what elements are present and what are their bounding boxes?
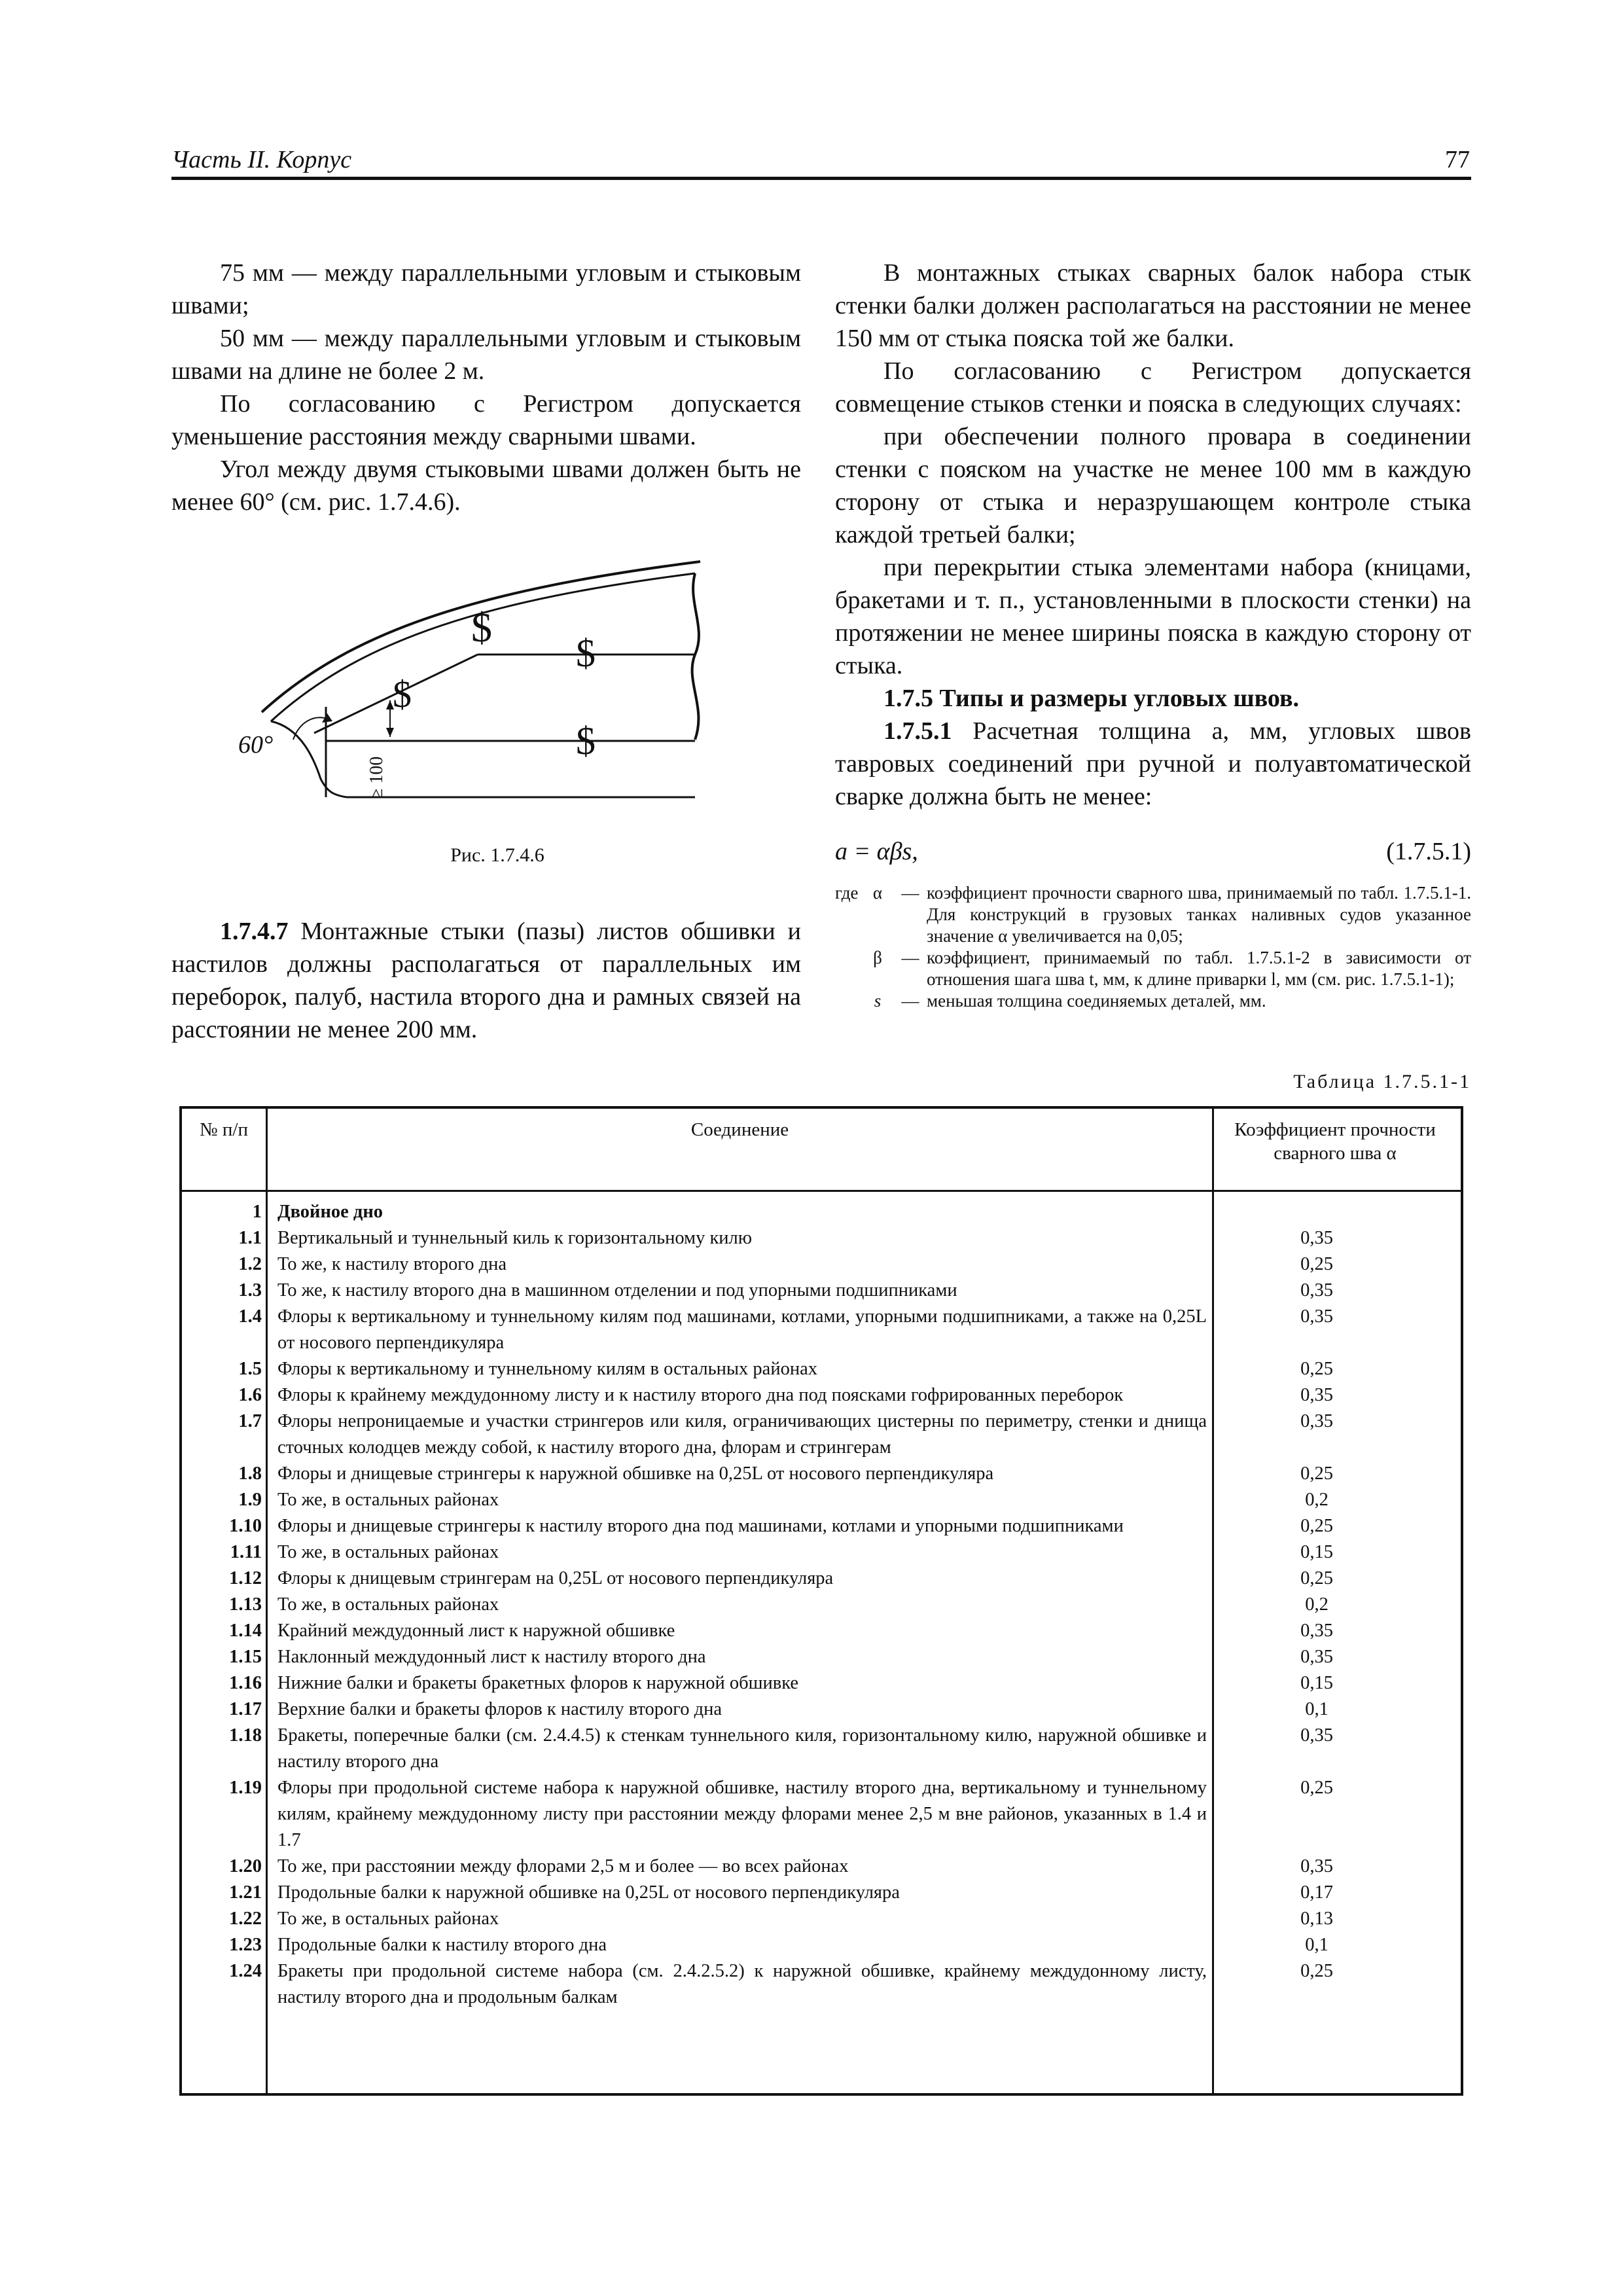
table-row: [182, 1775, 1461, 1854]
table-cell-num: 1.5: [238, 1359, 262, 1379]
left-column: [171, 257, 801, 518]
formula-row: [835, 831, 1471, 872]
table-cell-connection: Флоры и днищевые стрингеры к настилу второго дна под машинами, котлами и упорными подшипниками: [277, 1516, 1124, 1536]
clause-number: 1.7.4.7: [220, 918, 289, 945]
table-cell-num: 1.11: [230, 1542, 262, 1562]
table-cell-num: 1.12: [229, 1568, 262, 1588]
paragraph-angle: Угол между двумя стыковыми швами должен быть не менее 60° (см. рис. 1.7.4.6).: [171, 456, 801, 516]
table-cell-connection: Флоры непроницаемые и участки стрингеров или киля, ограничивающих цистерны по периметру, стенки и днища сточных колодцев между собой, к настилу второго дна, флорам и стрингерам: [277, 1411, 1207, 1458]
table-cell-connection: То же, в остальных районах: [277, 1909, 499, 1929]
table-cell-connection: Продольные балки к наружной обшивке на 0,25L от носового перпендикуляра: [277, 1882, 900, 1903]
table-cell-coefficient: 0,25: [1300, 1359, 1333, 1379]
legend-text: коэффициент прочности сварного шва, принимаемый по табл. 1.7.5.1-1. Для конструкций в грузовых танках наливных судов указанное значение α увеличивается на 0,05;: [927, 883, 1471, 946]
table-cell-coefficient: 0,35: [1300, 1385, 1333, 1405]
table-cell-connection: Наклонный междудонный лист к настилу второго дна: [277, 1647, 706, 1667]
table-row: [182, 1304, 1461, 1356]
paragraph-agreement: По согласованию с Регистром допускается уменьшение расстояния между сварными швами.: [171, 390, 801, 450]
legend-item: [835, 882, 1471, 947]
table-row: [182, 1539, 1461, 1566]
table-cell-coefficient: 0,13: [1300, 1909, 1333, 1929]
table-cell-coefficient: 0,25: [1300, 1516, 1333, 1536]
table-cell-coefficient: 0,15: [1300, 1542, 1333, 1562]
table-cell-num: 1: [252, 1202, 262, 1222]
table-cell-connection: Двойное дно: [277, 1202, 383, 1222]
table-cell-num: 1.24: [229, 1961, 262, 1981]
table-row: [182, 1854, 1461, 1880]
formula-number: (1.7.5.1): [1386, 838, 1471, 865]
table-cell-connection: То же, при расстоянии между флорами 2,5 м и более — во всех районах: [277, 1856, 849, 1876]
table-cell-connection: Флоры к днищевым стрингерам на 0,25L от носового перпендикуляра: [277, 1568, 834, 1588]
table-cell-coefficient: 0,35: [1300, 1280, 1333, 1300]
clause-text: Монтажные стыки (пазы) листов обшивки и настилов должны располагаться от параллельных им переборок, палуб, настила второго дна и рамных связей на расстоянии не менее 200 мм.: [171, 918, 801, 1043]
weld-symbol: $: [393, 673, 412, 715]
table-header-num: № п/п: [199, 1119, 248, 1140]
table-row: [182, 1618, 1461, 1644]
formula-legend: [835, 882, 1471, 1012]
table-body: [182, 1199, 1461, 2011]
clause-text: Расчетная толщина a, мм, угловых швов тавровых соединений при ручной и полуавтоматической сварке должна быть не менее:: [835, 717, 1471, 810]
legend-dash: —: [901, 948, 919, 967]
table-cell-coefficient: 0,35: [1300, 1856, 1333, 1876]
clause-1-7-5-1: [835, 715, 1471, 813]
table-cell-connection: Вертикальный и туннельный киль к горизонтальному килю: [277, 1228, 753, 1248]
table-cell-connection: То же, к настилу второго дна в машинном отделении и под упорными подшипниками: [277, 1280, 957, 1300]
dimension-arrow: [386, 728, 394, 737]
table-row: [182, 1644, 1461, 1670]
table-cell-coefficient: 0,35: [1300, 1647, 1333, 1667]
table-cell-coefficient: 0,25: [1300, 1568, 1333, 1588]
table-row: [182, 1278, 1461, 1304]
table-cell-coefficient: 0,1: [1305, 1935, 1329, 1955]
dimension-label: ≥ 100: [366, 756, 387, 798]
legend-dash: —: [901, 991, 919, 1011]
formula-expression: a = αβs,: [835, 838, 918, 865]
angle-label: 60°: [238, 731, 274, 759]
table-header-rule: [182, 1190, 1461, 1192]
table-cell-connection: Верхние балки и бракеты флоров к настилу второго дна: [277, 1699, 722, 1719]
table-row: [182, 1513, 1461, 1539]
table-cell-coefficient: 0,35: [1300, 1621, 1333, 1641]
table-cell-connection: То же, в остальных районах: [277, 1490, 499, 1510]
table-cell-coefficient: 0,35: [1300, 1411, 1333, 1431]
table-cell-coefficient: 0,35: [1300, 1306, 1333, 1327]
header-rule: [171, 177, 1471, 180]
table-row: [182, 1958, 1461, 2011]
paragraph-agreement-joints: По согласованию с Регистром допускается совмещение стыков стенки и пояска в следующих случаях:: [835, 357, 1471, 418]
section-heading: 1.7.5 Типы и размеры угловых швов.: [883, 685, 1299, 712]
table-cell-num: 1.7: [238, 1411, 262, 1431]
table-row: [182, 1356, 1461, 1382]
table-row: [182, 1592, 1461, 1618]
table-cell-connection: То же, в остальных районах: [277, 1594, 499, 1615]
plate-corner: [271, 721, 347, 797]
table-row: [182, 1880, 1461, 1906]
table-row: [182, 1487, 1461, 1513]
table-cell-num: 1.17: [229, 1699, 262, 1719]
table-cell-num: 1.18: [229, 1725, 262, 1746]
page-number: 77: [1445, 146, 1470, 173]
legend-text: коэффициент, принимаемый по табл. 1.7.5.1-2 в зависимости от отношения шага шва t, мм, к длине приварки l, мм (см. рис. 1.7.5.1-1);: [927, 948, 1471, 989]
table-caption: Таблица 1.7.5.1-1: [1293, 1071, 1471, 1092]
table-row: [182, 1199, 1461, 1225]
table-cell-connection: Флоры к вертикальному и туннельному килям под машинами, котлами, упорными подшипниками, а также на 0,25L от носового перпендикуляра: [277, 1306, 1207, 1353]
weld-coefficient-table: [179, 1106, 1463, 2096]
table-cell-coefficient: 0,25: [1300, 1778, 1333, 1798]
table-row: [182, 1408, 1461, 1461]
table-cell-connection: То же, к настилу второго дна: [277, 1254, 507, 1274]
table-cell-coefficient: 0,17: [1300, 1882, 1333, 1903]
table-cell-num: 1.13: [229, 1594, 262, 1615]
clause-1-7-4-7: [171, 915, 801, 1046]
weld-symbol: $: [576, 632, 596, 675]
table-cell-connection: Флоры к вертикальному и туннельному килям в остальных районах: [277, 1359, 817, 1379]
legend-symbol: β: [873, 948, 882, 967]
table-cell-connection: Крайний междудонный лист к наружной обшивке: [277, 1621, 675, 1641]
table-cell-num: 1.21: [229, 1882, 262, 1903]
table-cell-num: 1.16: [229, 1673, 262, 1693]
table-cell-connection: Бракеты при продольной системе набора (см. 2.4.2.5.2) к наружной обшивке, крайнему междудонному листу, настилу второго дна и продольным балкам: [277, 1961, 1207, 2007]
table-cell-coefficient: 0,25: [1300, 1254, 1333, 1274]
running-header-title: Часть II. Корпус: [171, 146, 352, 173]
table-cell-coefficient: 0,2: [1305, 1490, 1329, 1510]
table-row: [182, 1225, 1461, 1251]
table-cell-coefficient: 0,2: [1305, 1594, 1329, 1615]
table-cell-connection: То же, в остальных районах: [277, 1542, 499, 1562]
weld-symbol: $: [576, 719, 596, 762]
table-row: [182, 1670, 1461, 1696]
table-row: [182, 1906, 1461, 1932]
figure-weld-joints: [223, 550, 720, 812]
table-cell-connection: Флоры и днищевые стрингеры к наружной обшивке на 0,25L от носового перпендикуляра: [277, 1463, 994, 1484]
table-cell-num: 1.19: [229, 1778, 262, 1798]
table-cell-coefficient: 0,25: [1300, 1463, 1333, 1484]
table-row: [182, 1251, 1461, 1278]
paragraph-full-penetration: при обеспечении полного провара в соединении стенки с пояском на участке не менее 100 мм в каждую сторону от стыка и неразрушающем контроле стыка каждой третьей балки;: [835, 423, 1471, 548]
legend-symbol: α: [872, 883, 883, 903]
table-cell-num: 1.4: [238, 1306, 262, 1327]
table-row: [182, 1696, 1461, 1723]
table-cell-connection: Нижние балки и бракеты бракетных флоров к наружной обшивке: [277, 1673, 799, 1693]
right-column: [835, 257, 1471, 1012]
table-cell-num: 1.23: [229, 1935, 262, 1955]
table-cell-num: 1.22: [229, 1909, 262, 1929]
legend-symbol: s: [874, 991, 882, 1011]
table-row: [182, 1932, 1461, 1958]
table-cell-num: 1.6: [238, 1385, 262, 1405]
table-row: [182, 1723, 1461, 1775]
table-header-coefficient: Коэффициент прочности сварного шва α: [1234, 1119, 1436, 1164]
legend-text: меньшая толщина соединяемых деталей, мм.: [927, 991, 1266, 1011]
table-cell-coefficient: [1215, 1199, 1461, 1225]
table-cell-num: 1.2: [238, 1254, 262, 1274]
table-row: [182, 1566, 1461, 1592]
clause-number: 1.7.5.1: [883, 717, 952, 745]
plate-break-edge: [692, 573, 699, 740]
table-cell-num: 1.8: [238, 1463, 262, 1484]
paragraph-assembly-joints: В монтажных стыках сварных балок набора стык стенки балки должен располагаться на расстоянии не менее 150 мм от стыка пояска той же балки.: [835, 259, 1471, 352]
legend-dash: —: [901, 883, 919, 903]
table-cell-num: 1.9: [238, 1490, 262, 1510]
table-cell-coefficient: 0,35: [1300, 1725, 1333, 1746]
table-cell-connection: Продольные балки к настилу второго дна: [277, 1935, 607, 1955]
table-cell-num: 1.10: [229, 1516, 262, 1536]
table-cell-coefficient: 0,1: [1305, 1699, 1329, 1719]
table-cell-coefficient: 0,15: [1300, 1673, 1333, 1693]
paragraph-75mm: 75 мм — между параллельными угловым и стыковым швами;: [171, 259, 801, 319]
table-row: [182, 1382, 1461, 1408]
table-cell-num: 1.3: [238, 1280, 262, 1300]
paragraph-50mm: 50 мм — между параллельными угловым и стыковым швами на длине не более 2 м.: [171, 325, 801, 385]
legend-prefix: где: [835, 883, 859, 903]
paragraph-overlap: при перекрытии стыка элементами набора (кницами, бракетами и т. п., установленными в плоскости стенки) на протяжении не менее ширины пояска в каждую сторону от стыка.: [835, 554, 1471, 679]
table-cell-coefficient: 0,25: [1300, 1961, 1333, 1981]
table-cell-coefficient: 0,35: [1300, 1228, 1333, 1248]
table-cell-connection: Флоры при продольной системе набора к наружной обшивке, настилу второго дна, вертикальному и туннельному килям, крайнему междудонному листу при расстоянии между флорами менее 2,5 м вне районов, указанных в 1.4 и 1.7: [277, 1778, 1207, 1850]
legend-item: [835, 947, 1471, 990]
figure-caption: Рис. 1.7.4.6: [450, 844, 544, 866]
table-header-connection: Соединение: [690, 1119, 789, 1140]
legend-item: [835, 990, 1471, 1012]
table-cell-connection: Бракеты, поперечные балки (см. 2.4.4.5) к стенкам туннельного киля, горизонтальному килю, наружной обшивке и настилу второго дна: [277, 1725, 1207, 1772]
table-cell-num: 1.20: [229, 1856, 262, 1876]
table-row: [182, 1461, 1461, 1487]
weld-symbol: $: [471, 604, 492, 651]
table-cell-num: 1.14: [229, 1621, 262, 1641]
table-cell-num: 1.15: [229, 1647, 262, 1667]
table-cell-connection: Флоры к крайнему междудонному листу и к настилу второго дна под поясками гофрированных переборок: [277, 1385, 1124, 1405]
table-cell-num: 1.1: [238, 1228, 262, 1248]
